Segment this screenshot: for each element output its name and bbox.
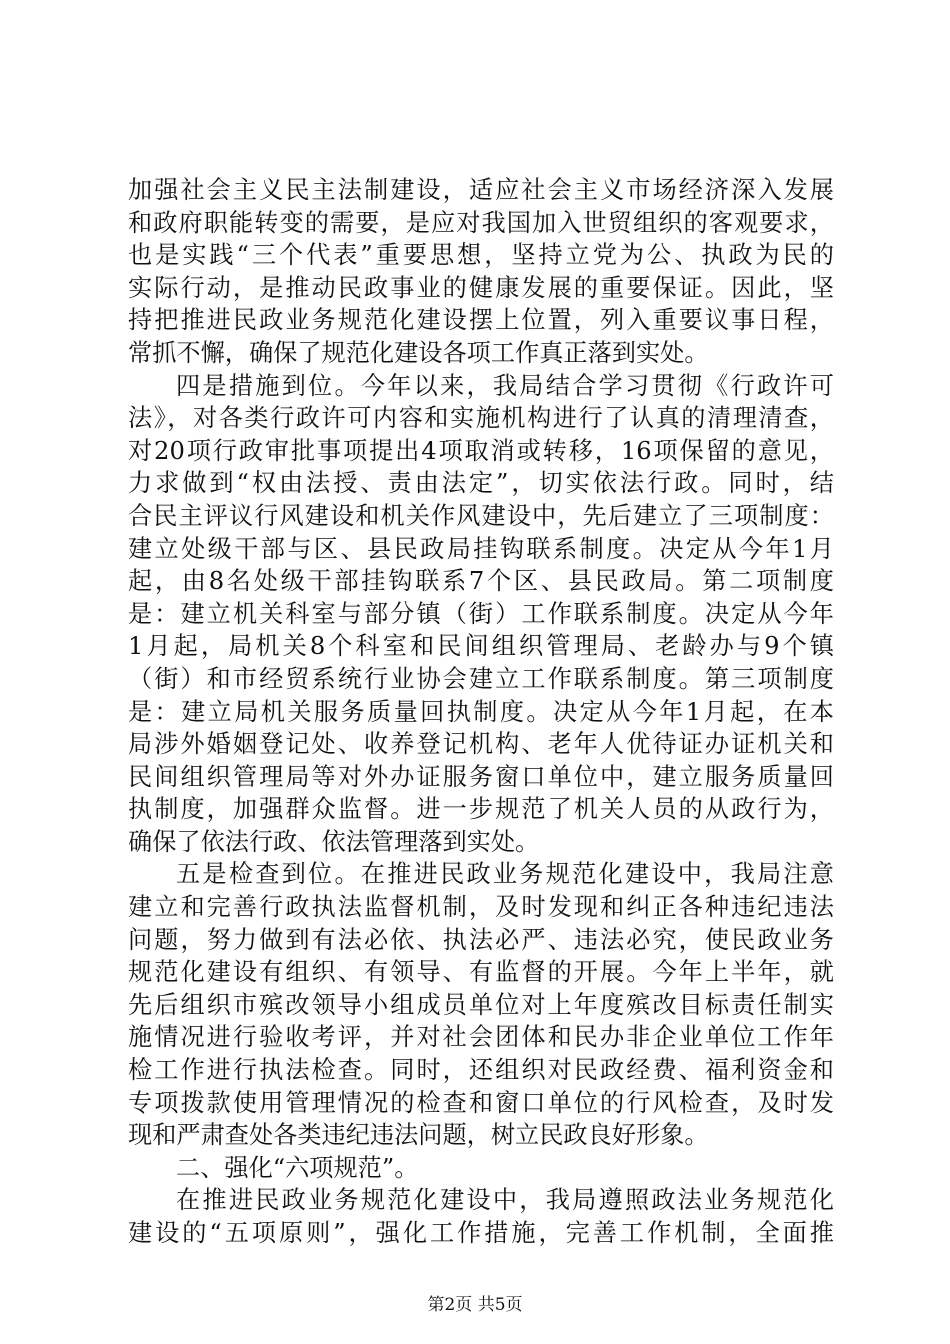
paragraph-line: 四是措施到位。今年以来，我局结合学习贯彻《行政许可 bbox=[176, 371, 834, 400]
paragraph-line: 局涉外婚姻登记处、收养登记机构、老年人优待证办证机关和 bbox=[128, 730, 834, 759]
paragraph-line: 民间组织管理局等对外办证服务窗口单位中，建立服务质量回 bbox=[128, 762, 834, 791]
paragraph-line: 法》，对各类行政许可内容和实施机构进行了认真的清理清查， bbox=[128, 404, 834, 433]
paragraph-line: 持把推进民政业务规范化建设摆上位置，列入重要议事日程， bbox=[128, 306, 834, 335]
paragraph-line: 建立处级干部与区、县民政局挂钩联系制度。决定从今年1月 bbox=[128, 534, 834, 563]
paragraph-line: 施情况进行验收考评，并对社会团体和民办非企业单位工作年 bbox=[128, 1023, 834, 1052]
paragraph-line: 五是检查到位。在推进民政业务规范化建设中，我局注意 bbox=[176, 860, 834, 889]
section-heading: 二、强化“六项规范”。 bbox=[176, 1153, 419, 1182]
paragraph-line: 问题，努力做到有法必依、执法必严、违法必究，使民政业务 bbox=[128, 925, 834, 954]
paragraph-line: 建设的“五项原则”，强化工作措施，完善工作机制，全面推 bbox=[128, 1219, 834, 1247]
paragraph-line: 起，由8名处级干部挂钩联系7个区、县民政局。第二项制度 bbox=[128, 567, 834, 596]
paragraph-line: 常抓不懈，确保了规范化建设各项工作真正落到实处。 bbox=[128, 338, 709, 367]
paragraph-line: 检工作进行执法检查。同时，还组织对民政经费、福利资金和 bbox=[128, 1056, 834, 1085]
paragraph-line: 建立和完善行政执法监督机制，及时发现和纠正各种违纪违法 bbox=[128, 893, 834, 922]
paragraph-line: 规范化建设有组织、有领导、有监督的开展。今年上半年，就 bbox=[128, 958, 834, 987]
paragraph-line: 加强社会主义民主法制建设，适应社会主义市场经济深入发展 bbox=[128, 176, 834, 204]
page-number-footer: 第2页 共5页 bbox=[427, 1295, 523, 1315]
paragraph-line: 是：建立局机关服务质量回执制度。决定从今年1月起，在本 bbox=[128, 697, 834, 726]
paragraph-line: 在推进民政业务规范化建设中，我局遵照政法业务规范化 bbox=[176, 1186, 834, 1215]
paragraph-line: 确保了依法行政、依法管理落到实处。 bbox=[128, 827, 540, 856]
paragraph-line: 实际行动，是推动民政事业的健康发展的重要保证。因此，坚 bbox=[128, 273, 834, 302]
paragraph-line: 力求做到“权由法授、责由法定”，切实依法行政。同时，结 bbox=[128, 469, 834, 498]
paragraph-line: 1月起，局机关8个科室和民间组织管理局、老龄办与9个镇 bbox=[128, 632, 834, 661]
paragraph-line: 合民主评议行风建设和机关作风建设中，先后建立了三项制度： bbox=[128, 501, 834, 530]
paragraph-line: 专项拨款使用管理情况的检查和窗口单位的行风检查，及时发 bbox=[128, 1088, 834, 1117]
paragraph-line: 执制度，加强群众监督。进一步规范了机关人员的从政行为， bbox=[128, 795, 834, 824]
paragraph-line: 也是实践“三个代表”重要思想，坚持立党为公、执政为民的 bbox=[128, 241, 834, 270]
paragraph-line: （街）和市经贸系统行业协会建立工作联系制度。第三项制度 bbox=[128, 664, 834, 693]
paragraph-line: 对20项行政审批事项提出4项取消或转移，16项保留的意见， bbox=[128, 436, 834, 465]
paragraph-line: 和政府职能转变的需要，是应对我国加入世贸组织的客观要求， bbox=[128, 208, 834, 237]
paragraph-line: 是：建立机关科室与部分镇（街）工作联系制度。决定从今年 bbox=[128, 599, 834, 628]
body-text bbox=[128, 174, 834, 1250]
paragraph-line: 先后组织市殡改领导小组成员单位对上年度殡改目标责任制实 bbox=[128, 990, 834, 1019]
paragraph-line: 现和严肃查处各类违纪违法问题，树立民政良好形象。 bbox=[128, 1121, 709, 1150]
